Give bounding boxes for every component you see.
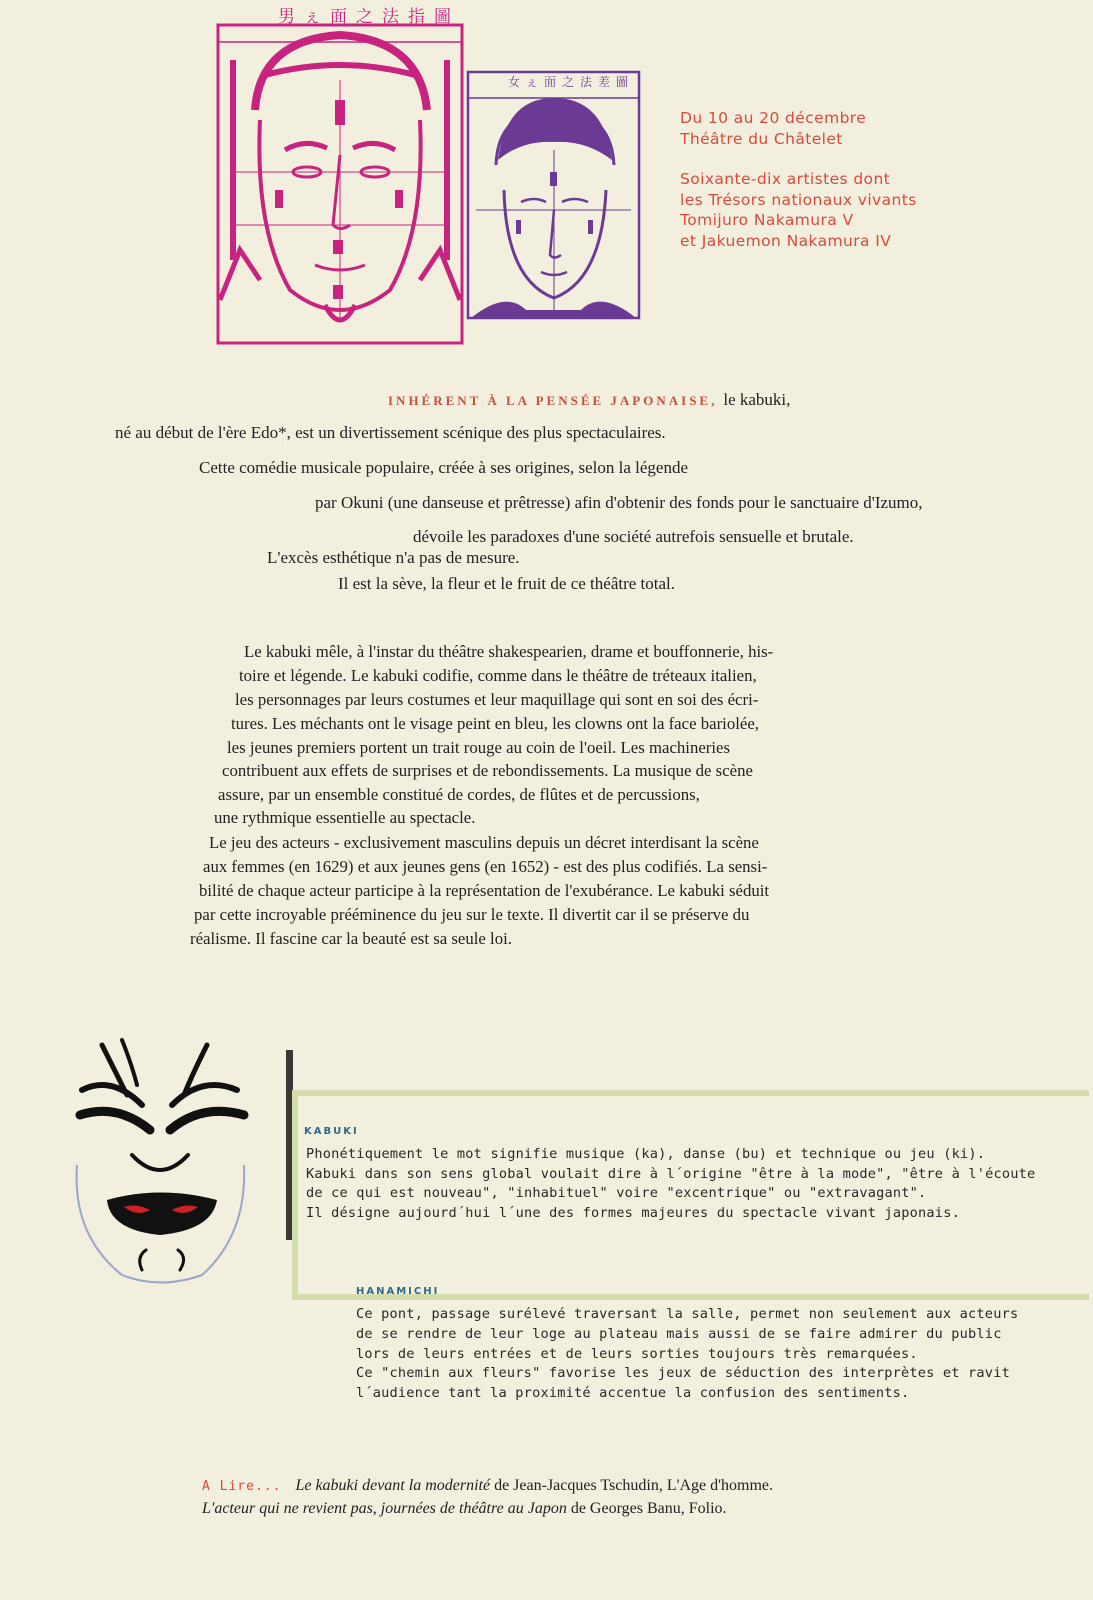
body-line: les personnages par leurs costumes et leur maquillage qui sont en soi des écri- (235, 690, 759, 709)
event-dates: Du 10 au 20 décembre (680, 109, 867, 127)
intro-line: L'excès esthétique n'a pas de mesure. (267, 548, 520, 567)
intro-line: par Okuni (une danseuse et prêtresse) afin d'obtenir des fonds pour le sanctuaire d'Izumo, (315, 493, 923, 512)
intro-line: né au début de l'ère Edo*, est un divertissement scénique des plus spectaculaires. (115, 423, 666, 442)
reading-line-1 (202, 1477, 773, 1495)
male-print-caption: 男ぇ面之法指圖 (278, 7, 460, 27)
female-portrait-print (466, 70, 641, 320)
body-line: aux femmes (en 1629) et aux jeunes gens (en 1652) - est des plus codifiés. La sensi- (203, 857, 768, 876)
event-cast-line: les Trésors nationaux vivants (680, 190, 917, 209)
hanamichi-gloss-title: HANAMICHI (356, 1286, 440, 1297)
female-portrait-illustration (466, 70, 641, 320)
kabuki-mask-illustration (72, 1035, 252, 1295)
body-line: contribuent aux effets de surprises et de rebondissements. La musique de scène (222, 761, 753, 780)
body-line: une rythmique essentielle au spectacle. (214, 808, 476, 827)
body-line: Le jeu des acteurs - exclusivement masculins depuis un décret interdisant la scène (209, 833, 759, 852)
kabuki-gloss-line: Il désigne aujourd´hui l´une des formes majeures du spectacle vivant japonais. (306, 1205, 960, 1221)
intro-line-1 (388, 390, 790, 410)
kabuki-gloss-title: KABUKI (304, 1126, 359, 1137)
hanamichi-gloss-line: l´audience tant la proximité accentue la confusion des sentiments. (356, 1385, 910, 1401)
hanamichi-gloss-line: Ce "chemin aux fleurs" favorise les jeux de séduction des interprètes et ravit (356, 1365, 1010, 1381)
body-line: tures. Les méchants ont le visage peint en bleu, les clowns ont la face bariolée, (231, 714, 759, 733)
hanamichi-gloss-line: lors de leurs entrées et de leurs sorties toujours très remarquées. (356, 1346, 918, 1362)
intro-line: dévoile les paradoxes d'une société autrefois sensuelle et brutale. (413, 527, 854, 546)
book-credit: de Jean-Jacques Tschudin, L'Age d'homme. (494, 1477, 774, 1494)
body-line: Le kabuki mêle, à l'instar du théâtre shakespearien, drame et bouffonnerie, his- (244, 642, 774, 661)
intro-line: Il est la sève, la fleur et le fruit de ce théâtre total. (338, 574, 676, 593)
body-line: toire et légende. Le kabuki codifie, comme dans le théâtre de tréteaux italien, (239, 666, 757, 685)
male-portrait-print (215, 0, 465, 345)
intro-line-1-rest: le kabuki, (723, 390, 791, 409)
intro-lead-caps: INHÉRENT À LA PENSÉE JAPONAISE, (388, 393, 718, 408)
event-info (680, 108, 917, 251)
book-title: Le kabuki devant la modernité (295, 1477, 491, 1494)
reading-line-2 (202, 1500, 727, 1518)
reading-label: A Lire... (202, 1479, 282, 1494)
kabuki-gloss-line: de ce qui est nouveau", "inhabituel" voire "excentrique" ou "extravagant". (306, 1185, 927, 1201)
kabuki-gloss-line: Phonétiquement le mot signifie musique (ka), danse (bu) et technique ou jeu (ki). (306, 1146, 986, 1162)
body-line: par cette incroyable prééminence du jeu sur le texte. Il divertit car il se préserve du (194, 905, 750, 924)
event-venue: Théâtre du Châtelet (680, 129, 843, 148)
book-credit: de Georges Banu, Folio. (570, 1500, 727, 1517)
kabuki-gloss-line: Kabuki dans son sens global voulait dire à l´origine "être à la mode", "être à l'écoute (306, 1166, 1036, 1182)
event-cast-line: et Jakuemon Nakamura IV (680, 231, 892, 250)
male-portrait-illustration (215, 0, 465, 345)
body-line: les jeunes premiers portent un trait rouge au coin de l'oeil. Les machineries (227, 738, 731, 757)
intro-line: Cette comédie musicale populaire, créée à ses origines, selon la légende (199, 458, 689, 477)
book-title: L'acteur qui ne revient pas, journées de théâtre au Japon (202, 1500, 567, 1517)
hanamichi-gloss-line: Ce pont, passage surélevé traversant la salle, permet non seulement aux acteurs (356, 1306, 1019, 1322)
event-cast-line: Soixante-dix artistes dont (680, 170, 891, 188)
female-print-caption: 女ぇ面之法差圖 (507, 75, 634, 89)
event-cast-line: Tomijuro Nakamura V (680, 211, 854, 229)
body-line: assure, par un ensemble constitué de cordes, de flûtes et de percussions, (218, 785, 700, 804)
body-line: bilité de chaque acteur participe à la représentation de l'exubérance. Le kabuki séduit (199, 881, 770, 900)
hanamichi-gloss-line: de se rendre de leur loge au plateau mais aussi de se faire admirer du public (356, 1326, 1002, 1342)
body-line: réalisme. Il fascine car la beauté est sa seule loi. (190, 929, 512, 948)
